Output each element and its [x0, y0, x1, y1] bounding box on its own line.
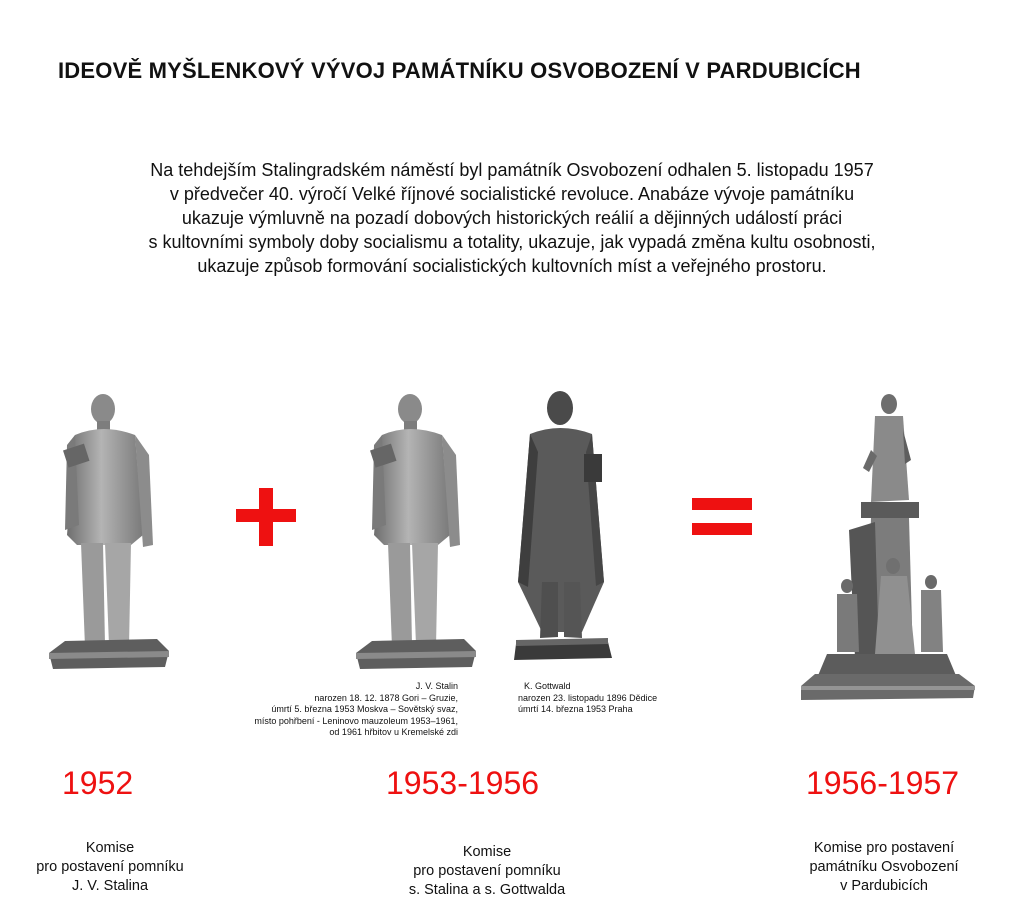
year-1953-1956: 1953-1956 [386, 765, 540, 801]
stage-label-1956-1957 [774, 839, 994, 896]
stalin-statue-image [45, 385, 175, 670]
label-line: památníku Osvobození [809, 859, 959, 875]
equals-icon-bottom [692, 523, 752, 535]
liberation-memorial-image [797, 390, 977, 702]
caption-line: úmrtí 14. března 1953 Praha [518, 704, 633, 714]
label-line: Komise [85, 840, 135, 856]
plus-icon-vertical [259, 488, 273, 546]
intro-line: Na tehdejším Stalingradském náměstí byl památník Osvobození odhalen 5. listopadu 1957 [150, 160, 874, 180]
stalin-caption [210, 681, 458, 739]
equals-icon-top [692, 498, 752, 510]
stage-label-1952 [0, 839, 220, 896]
gottwald-caption [518, 681, 718, 716]
label-line: pro postavení pomníku [413, 863, 561, 879]
year-1952: 1952 [62, 765, 134, 801]
caption-line: narozen 18. 12. 1878 Gori – Gruzie, [314, 692, 458, 703]
page-title: IDEOVĚ MYŠLENKOVÝ VÝVOJ PAMÁTNÍKU OSVOBOZENÍ V PARDUBICÍCH [58, 58, 861, 83]
stalin-statue-image-2 [352, 385, 482, 670]
caption-line: místo pohřbení - Leninovo mauzoleum 1953–1961, [254, 715, 458, 726]
caption-line: K. Gottwald [524, 681, 571, 691]
year-1956-1957: 1956-1957 [806, 765, 960, 801]
caption-line: úmrtí 5. března 1953 Moskva – Sovětský svaz, [271, 704, 458, 714]
intro-line: ukazuje způsob formování socialistických kultovních míst a veřejného prostoru. [197, 256, 827, 276]
label-line: v Pardubicích [840, 878, 928, 894]
caption-line: narozen 23. listopadu 1896 Dědice [518, 692, 658, 703]
stage-label-1953-1956 [362, 843, 612, 900]
intro-line: s kultovními symboly doby socialismu a totality, ukazuje, jak vypadá změna kultu osobnosti, [148, 232, 876, 252]
label-line: s. Stalina a s. Gottwalda [408, 882, 566, 898]
label-line: Komise pro postavení [813, 840, 955, 856]
intro-line: ukazuje výmluvně na pozadí dobových historických reálií a dějinných událostí práci [181, 208, 843, 228]
gottwald-statue-image [508, 382, 618, 664]
label-line: pro postavení pomníku [36, 859, 184, 875]
intro-paragraph [40, 158, 984, 278]
intro-line: v předvečer 40. výročí Velké říjnové socialistické revoluce. Anabáze vývoje památníku [169, 184, 855, 204]
label-line: Komise [462, 844, 512, 860]
caption-line: od 1961 hřbitov u Kremelské zdi [329, 727, 458, 737]
caption-line: J. V. Stalin [415, 681, 458, 691]
label-line: J. V. Stalina [71, 878, 149, 894]
